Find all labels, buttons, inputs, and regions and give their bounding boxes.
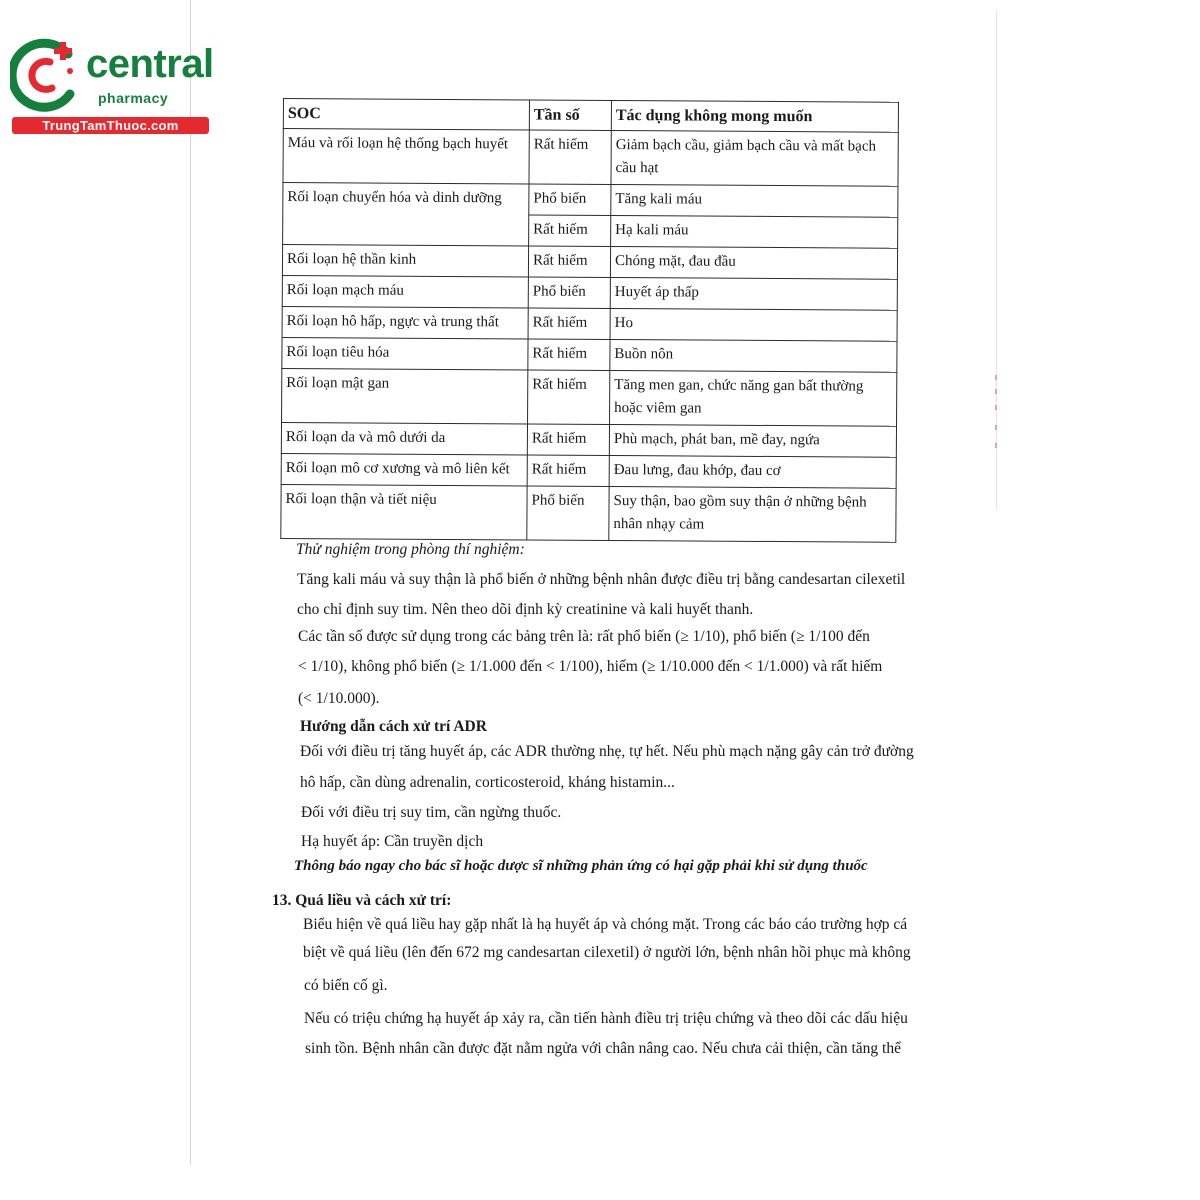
table-row	[281, 453, 896, 488]
table-row	[282, 337, 897, 372]
lab-tests-heading: Thử nghiệm trong phòng thí nghiệm:	[296, 541, 525, 558]
cell-frequency: Rất hiếm	[528, 370, 610, 424]
table-row	[282, 245, 897, 280]
cell-soc: Rối loạn mạch máu	[282, 275, 528, 308]
table-row	[283, 183, 898, 218]
central-pharmacy-logo[interactable]	[10, 36, 214, 136]
paragraph-line: biệt về quá liều (lên đến 672 mg candesartan cilexetil) ở người lớn, bệnh nhân hồi phục mà không	[303, 944, 911, 961]
cell-soc: Rối loạn da và mô dưới da	[281, 422, 527, 455]
cell-frequency: Rất hiếm	[529, 130, 611, 184]
table-header-row	[283, 99, 898, 133]
paragraph-line: có biến cố gì.	[304, 977, 388, 994]
brand-subtitle: pharmacy	[98, 90, 169, 106]
cell-soc: Rối loạn hô hấp, ngực và trung thất	[282, 306, 528, 339]
cell-frequency: Phổ biến	[528, 277, 610, 309]
cell-effect: Chóng mặt, đau đầu	[610, 247, 897, 280]
paragraph-line: < 1/10), không phổ biến (≥ 1/1.000 đến < 1/100), hiếm (≥ 1/10.000 đến < 1/1.000) và rất hiếm	[298, 658, 883, 675]
cell-effect: Buồn nôn	[610, 340, 897, 373]
pharmacy-cross-icon	[10, 36, 90, 114]
paragraph-line: Hạ huyết áp: Cần truyền dịch	[301, 833, 484, 850]
paragraph-line: Biểu hiện về quá liều hay gặp nhất là hạ huyết áp và chóng mặt. Trong các báo cáo trường hợp cá	[303, 916, 908, 933]
paragraph-line: Đối với điều trị tăng huyết áp, các ADR thường nhẹ, tự hết. Nếu phù mạch nặng gây cản trở đường	[300, 743, 914, 760]
cell-soc: Rối loạn hệ thần kinh	[282, 245, 528, 278]
cell-effect: Giảm bạch cầu, giảm bạch cầu và mất bạch cầu hạt	[611, 131, 898, 187]
cell-frequency: Rất hiếm	[529, 215, 611, 247]
paragraph-line: hô hấp, cần dùng adrenalin, corticosteroid, kháng histamin...	[300, 774, 675, 791]
cell-soc: Máu và rối loạn hệ thống bạch huyết	[283, 129, 529, 185]
overdose-section-heading: 13. Quá liều và cách xử trí:	[272, 892, 452, 909]
cell-soc: Rối loạn chuyển hóa và dinh dưỡng	[283, 183, 529, 247]
paragraph-line: Tăng kali máu và suy thận là phổ biến ở những bệnh nhân được điều trị bằng candesartan cilexetil	[297, 571, 906, 588]
cell-frequency: Phổ biến	[527, 486, 609, 540]
cell-frequency: Rất hiếm	[528, 308, 610, 340]
cell-soc: Rối loạn mô cơ xương và mô liên kết	[281, 453, 527, 486]
table-row	[282, 275, 897, 310]
header-soc: SOC	[283, 99, 529, 131]
brand-url-link[interactable]: TrungTamThuoc.com	[12, 117, 209, 134]
paragraph-line: Các tần số được sử dụng trong các bảng trên là: rất phổ biến (≥ 1/10), phổ biến (≥ 1/100 đến	[298, 628, 870, 645]
cell-soc: Rối loạn mật gan	[282, 368, 528, 424]
header-effect: Tác dụng không mong muốn	[611, 101, 898, 133]
table-row	[282, 368, 897, 426]
table-row	[281, 484, 896, 542]
cell-effect: Đau lưng, đau khớp, đau cơ	[609, 456, 896, 489]
adverse-effects-table	[280, 98, 899, 543]
paragraph-line: Nếu có triệu chứng hạ huyết áp xảy ra, cần tiến hành điều trị triệu chứng và theo dõi các dấu hiệu	[304, 1010, 908, 1027]
table-row	[283, 129, 898, 187]
header-frequency: Tần số	[529, 100, 611, 131]
paragraph-line: cho chỉ định suy tim. Nên theo dõi định kỳ creatinine và kali huyết thanh.	[297, 601, 754, 618]
cell-frequency: Rất hiếm	[527, 424, 609, 456]
cell-frequency: Rất hiếm	[527, 455, 609, 487]
cell-effect: Phù mạch, phát ban, mề đay, ngứa	[609, 425, 896, 458]
table-row	[282, 306, 897, 341]
paragraph-line: Đối với điều trị suy tim, cần ngừng thuốc.	[301, 804, 562, 821]
cell-soc: Rối loạn tiêu hóa	[282, 337, 528, 370]
cell-frequency: Rất hiếm	[528, 246, 610, 278]
report-notice: Thông báo ngay cho bác sĩ hoặc dược sĩ những phản ứng có hại gặp phải khi sử dụng thuốc	[294, 858, 868, 874]
paragraph-line: (< 1/10.000).	[298, 690, 380, 707]
cell-effect: Tăng men gan, chức năng gan bất thường hoặc viêm gan	[610, 371, 897, 427]
cell-effect: Huyết áp thấp	[610, 278, 897, 311]
cell-frequency: Rất hiếm	[528, 339, 610, 371]
cell-effect: Tăng kali máu	[611, 185, 898, 218]
brand-name: central	[86, 42, 214, 86]
cell-effect: Suy thận, bao gồm suy thận ở những bệnh nhân nhạy cảm	[609, 486, 896, 542]
cell-effect: Ho	[610, 309, 897, 342]
paragraph-line: sinh tồn. Bệnh nhân cần được đặt nằm ngửa với chân nâng cao. Nếu chưa cải thiện, cần tăng thể	[305, 1040, 901, 1057]
cell-soc: Rối loạn thận và tiết niệu	[281, 484, 527, 540]
scan-specks	[993, 375, 999, 455]
scan-edge-line	[190, 0, 191, 1165]
table-row	[281, 422, 896, 457]
cell-effect: Hạ kali máu	[611, 216, 898, 249]
cell-frequency: Phổ biến	[529, 184, 611, 216]
adr-handling-heading: Hướng dẫn cách xử trí ADR	[300, 718, 487, 735]
